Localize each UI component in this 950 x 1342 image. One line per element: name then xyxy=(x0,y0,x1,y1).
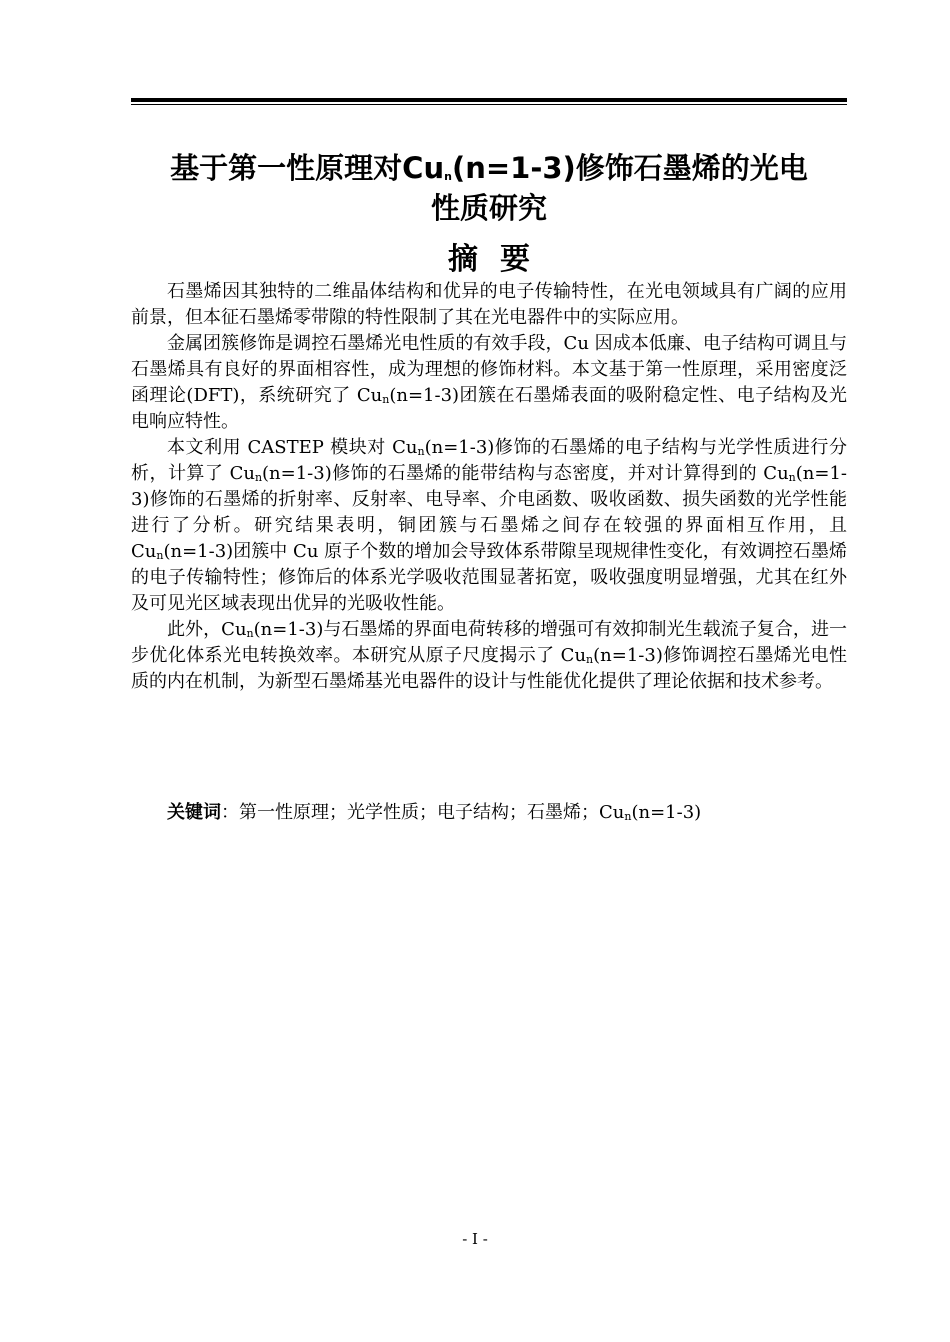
keywords-list: 第一性原理；光学性质；电子结构；石墨烯；Cu xyxy=(239,802,625,823)
abstract-paragraph-1: 石墨烯因其独特的二维晶体结构和优异的电子传输特性，在光电领域具有广阔的应用前景，但本征石墨烯零带隙的特性限制了其在光电器件中的实际应用。 xyxy=(131,281,847,328)
paragraph-2-text: (n=1-3)团簇在石墨烯表面的吸附稳定性、电子结构及光电响应特性。 xyxy=(131,385,847,432)
paragraph-3-text: 本文利用 CASTEP 模块对 Cu xyxy=(167,437,418,458)
paragraph-4-text: 此外，Cu xyxy=(167,619,247,640)
abstract-heading: 摘要 xyxy=(448,242,552,277)
abstract-body xyxy=(131,279,847,695)
subscript-n: n xyxy=(788,471,796,484)
title-line1-tail: (n=1-3)修饰石墨烯的光电 xyxy=(451,151,808,185)
abstract-paragraph-3 xyxy=(131,435,847,617)
document-title xyxy=(120,148,858,228)
paragraph-4-text: (n=1-3)与石墨烯的界面电荷转移的增强可有效抑制光生载流子复合，进一步优化体系光电转换效率。本研究从原子尺度揭示了 Cu xyxy=(131,619,848,666)
keywords-label: 关键词 xyxy=(167,802,221,823)
paragraph-3-text: (n=1-3)修饰的石墨烯的电子结构与光学性质进行分析，计算了 Cu xyxy=(131,437,847,484)
keywords-line xyxy=(131,800,847,826)
subscript-n: n xyxy=(156,549,164,562)
abstract-paragraph-2 xyxy=(131,331,847,435)
title-line1-text: 基于第一性原理对Cu xyxy=(170,151,445,185)
subscript-n: n xyxy=(417,445,425,458)
keywords-tail: (n=1-3) xyxy=(631,802,702,823)
header-rule-thin xyxy=(131,104,847,105)
keywords-subscript: n xyxy=(624,810,632,823)
abstract-paragraph-4 xyxy=(131,617,847,695)
paragraph-3-text: (n=1-3)修饰的石墨烯的折射率、反射率、电导率、介电函数、吸收函数、损失函数的光学性能进行了分析。研究结果表明，铜团簇与石墨烯之间存在较强的界面相互作用，且 Cu xyxy=(131,463,847,562)
paragraph-3-text: (n=1-3)修饰的石墨烯的能带结构与态密度，并对计算得到的 Cu xyxy=(262,463,789,484)
subscript-n: n xyxy=(246,627,254,640)
header-rule-thick xyxy=(131,98,847,102)
subscript-n: n xyxy=(254,471,263,484)
title-subscript: n xyxy=(444,170,452,183)
page-number: - I - xyxy=(462,1230,488,1248)
subscript-n: n xyxy=(586,653,594,666)
paragraph-2-text: 金属团簇修饰是调控石墨烯光电性质的有效手段，Cu 因成本低廉、电子结构可调且与石墨烯具有良好的界面相容性，成为理想的修饰材料。本文基于第一性原理，采用密度泛函理论(DFT)，系统研究了 Cu xyxy=(131,333,847,406)
title-line2: 性质研究 xyxy=(430,191,547,225)
paragraph-4-text: (n=1-3)修饰调控石墨烯光电性质的内在机制，为新型石墨烯基光电器件的设计与性能优化提供了理论依据和技术参考。 xyxy=(131,645,847,692)
keywords-separator: ： xyxy=(221,802,239,823)
subscript-n: n xyxy=(382,393,390,406)
paragraph-3-text: (n=1-3)团簇中 Cu 原子个数的增加会导致体系带隙呈现规律性变化，有效调控石墨烯的电子传输特性；修饰后的体系光学吸收范围显著拓宽，吸收强度明显增强，尤其在红外及可见光区域表现出优异的光吸收性能。 xyxy=(131,541,847,614)
